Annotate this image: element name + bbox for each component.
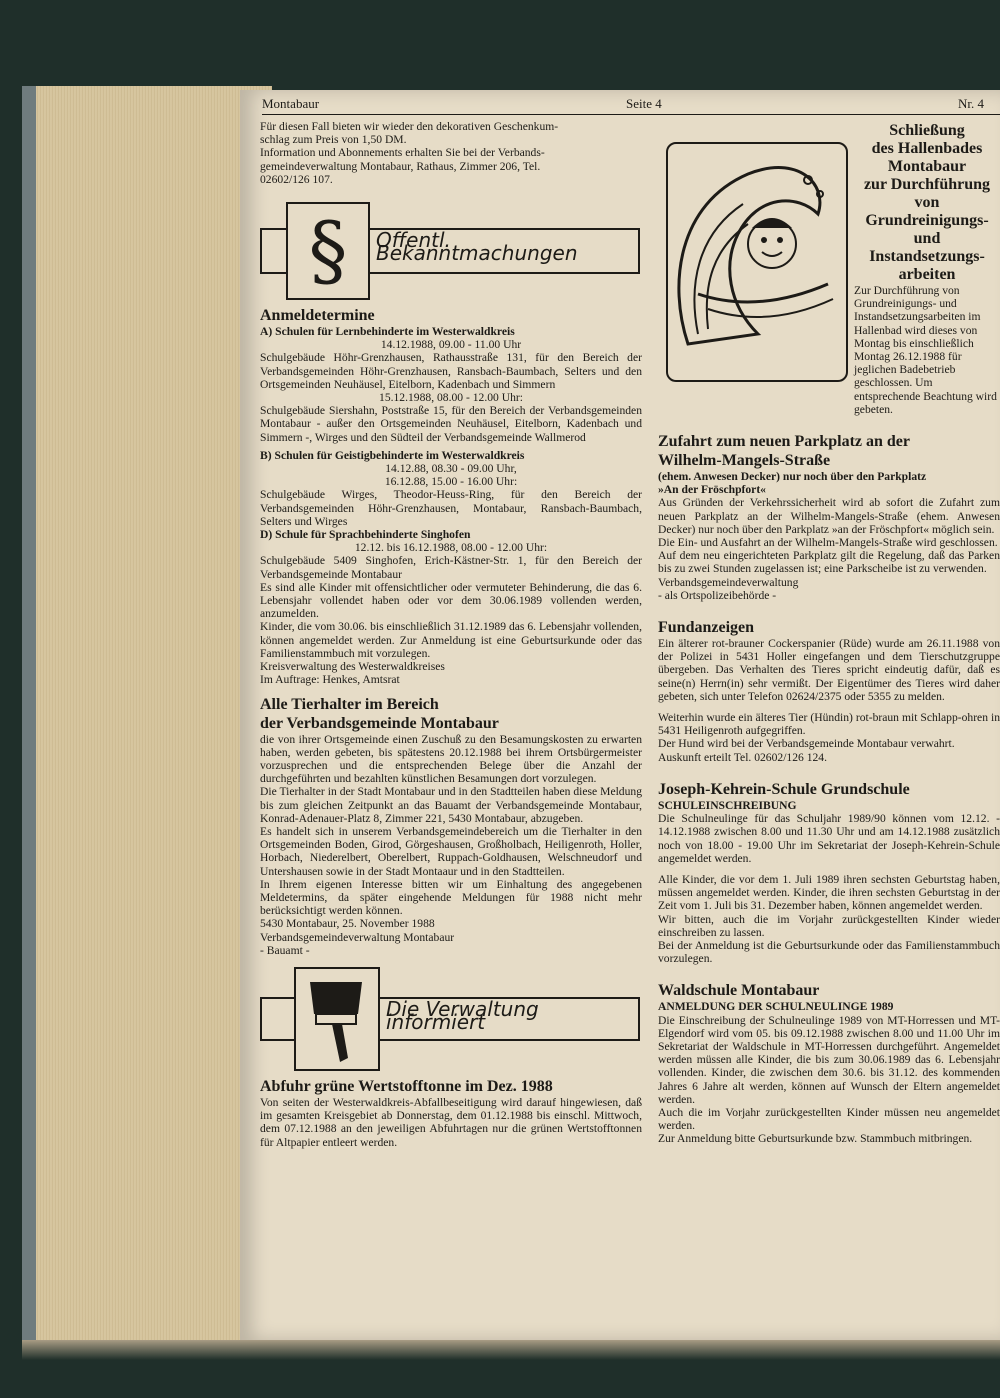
title-line: des Hallenbades [871, 140, 983, 157]
fund-paragraph: Ein älterer rot-brauner Cockerspanier (Rüde) wurde am 26.11.1988 von der Polizei in 5431 Holler eingefangen und dem Tierschutzgruppe übergeben. Das Verhalten des Tieres spricht eindeutig dafür, daß es seine(n) Herrn(in) sehr vermißt. Der Eigentümer des Tieres wird daher gebeten, sich unter Telefon 02624/2375 oder 5355 zu melden. [658, 637, 1000, 703]
book-page-edges [22, 86, 272, 1348]
header-rule [262, 114, 1000, 115]
hallenbad-text: Zur Durchführung von Grundreinigungs- und Instandsetzungsarbeiten im Hallenbad wird dieses von Montag bis einschließlich Montag 26.12.1988 für jeglichen Badebetrieb geschlossen. Um entsprechende Beachtung wird gebeten. [854, 284, 997, 416]
right-column [658, 120, 1000, 1146]
title-line: Montabaur [887, 158, 967, 175]
section-b-date1: 14.12.88, 08.30 - 09.00 Uhr, [385, 462, 517, 476]
waldschule-paragraph: Zur Anmeldung bitte Geburtsurkunde bzw. Stammbuch mitbringen. [658, 1132, 973, 1146]
parkplatz-paragraph: Aus Gründen der Verkehrssicherheit wird ab sofort die Zufahrt zum neuen Parkplatz an der Wilhelm-Mangels-Straße (ehem. Anwesen Decker) nur noch über den Parkplatz »an der Fröschpfort« möglich sein. [658, 496, 1000, 536]
tierhalter-paragraph: In Ihrem eigenen Interesse bitten wir um Einhaltung des angegebenen Meldetermins, da später eingehende Meldungen für 1988 nicht mehr berücksichtigt werden können. [260, 877, 642, 918]
tierhalter-paragraph: die von ihrer Ortsgemeinde einen Zuschuß zu den Besamungskosten zu erwarten haben, werden gebeten, bis spätestens 20.12.1988 bei ihrem Ortsbürgermeister vorzusprechen und die entsprechenden Belege über die Anzahl der durchgeführten und bezahlten künstlichen Besamungen dort vorzulegen. [260, 732, 642, 786]
signature-line: Kreisverwaltung des Westerwaldkreises [260, 660, 445, 674]
tierhalter-paragraph: Die Tierhalter in der Stadt Montabaur und in den Stadtteilen haben diese Meldung bis zum gleichen Zeitpunkt an das Bauamt der Verbandsgemeinde Montabaur, Konrad-Adenauer-Platz 8, Zimmer 221, 5430 Montabaur, abzugeben. [260, 785, 642, 825]
signature-line: Verbandsgemeindeverwaltung Montabaur [260, 930, 455, 944]
title-line: und Instandsetzungs- [869, 230, 985, 265]
header-town: Montabaur [262, 96, 320, 111]
hallenbad-title [854, 122, 1000, 284]
section-a-date2: 15.12.1988, 08.00 - 12.00 Uhr: [379, 391, 523, 405]
signature-line: 5430 Montabaur, 25. November 1988 [260, 917, 435, 931]
signature-line: Im Auftrage: Henkes, Amtsrat [260, 673, 400, 687]
banner-official-announcements [260, 202, 642, 300]
kehrein-paragraph: Bei der Anmeldung ist die Geburtsurkunde oder das Familienstammbuch vorzulegen. [658, 938, 1000, 966]
banner-administration-informs [260, 967, 642, 1071]
section-a-text1: Schulgebäude Höhr-Grenzhausen, Rathausstraße 131, für den Bereich der Verbandsgemeinden Höhr-Grenzhausen, Ransbach-Baumbach, Selters und den Ortsgemeinden Neuhäusel, Eitelborn, Kadenbach und Simmern [260, 351, 642, 391]
section-a-text2: Schulgebäude Siershahn, Poststraße 15, für den Bereich der Verbandsgemeinden Montabaur - außer den Ortsgemeinden Neuhäusel, Eitelborn, Kadenbach und Simmern -, Wirges und den Südteil der Verbandsgemeinde Wallmerod [260, 404, 642, 444]
intro-line: schlag zum Preis von 1,50 DM. [260, 133, 407, 147]
paintbrush-icon [294, 967, 380, 1071]
tierhalter-paragraph: Es handelt sich in unserem Verbandsgemeindebereich um die Tierhalter in den Ortsgemeinden Boden, Girod, Görgeshausen, Großholbach, Heiligenroth, Holler, Horbach, Niederelbert, Oberelbert, Ruppach-Goldhausen, Welschneudorf und Untershausen sowie in der Stadt Montaaur und in den Stadtteilen. [260, 824, 642, 878]
fund-paragraph: Weiterhin wurde ein älteres Tier (Hündin) rot-braun mit Schlapp-ohren in 5431 Heiligenroth aufgegriffen. [658, 711, 1000, 738]
anmeldung-paragraph: Kinder, die vom 30.06. bis einschließlich 31.12.1989 das 6. Lebensjahr vollenden, können angemeldet werden. Zur Anmeldung ist eine Geburtsurkunde oder das Familienstammbuch mit vorzulegen. [260, 620, 642, 660]
abfuhr-text: Von seiten der Westerwaldkreis-Abfallbeseitigung wird darauf hingewiesen, daß im gesamten Kreisgebiet ab Donnerstag, dem 01.12.1988 bis einschl. Mittwoch, dem 07.12.1988 an den jeweiligen Abfuhrtagen nur die grünen Wertstofftonnen für Altpapier entleert werden. [260, 1095, 642, 1149]
tierhalter-title: der Verbandsgemeinde Montabaur [260, 714, 499, 732]
waldschule-title: Waldschule Montabaur [658, 982, 820, 1000]
title-line: Schließung [889, 122, 965, 139]
fundanzeigen-title: Fundanzeigen [658, 619, 755, 637]
title-line: von Grundreinigungs- [865, 194, 989, 229]
page-bottom-shadow [22, 1340, 1000, 1360]
hallenbad-notice [854, 120, 1000, 416]
banner-text: Die Verwaltung informiert [386, 996, 539, 1035]
banner-text: Öffentl. Bekanntmachungen [376, 228, 578, 266]
fund-paragraph: Auskunft erteilt Tel. 02602/126 124. [658, 750, 827, 764]
tierhalter-title: Alle Tierhalter im Bereich [260, 695, 439, 713]
intro-line: Für diesen Fall bieten wir wieder den dekorativen Geschenkum- [260, 120, 559, 133]
waldschule-subtitle: ANMELDUNG DER SCHULNEULINGE 1989 [658, 1000, 894, 1014]
fund-paragraph: Der Hund wird bei der Verbandsgemeinde Montabaur verwahrt. [658, 737, 955, 751]
abfuhr-title: Abfuhr grüne Wertstofftonne im Dez. 1988 [260, 1077, 553, 1095]
parkplatz-paragraph: Auf dem neu eingerichteten Parkplatz gilt die Regelung, daß das Parken bis zu zwei Stunden zugelassen ist; eine Parkscheibe ist zu verwenden. [658, 549, 1000, 576]
signature-line: Verbandsgemeindeverwaltung [658, 575, 799, 589]
waldschule-paragraph: Die Einschreibung der Schulneulinge 1989 von MT-Horressen und MT-Elgendorf wird vom 05. bis 09.12.1988 zwischen 8.00 und 11.00 Uhr im Sekretariat der Waldschule in MT-Horressen durchgeführt. Angemeldet werden müssen alle Kinder, die bis zum 30.06.1989 das 6. Lebensjahr vollenden. Kinder, die zwischen dem 30.6. bis 31.12. des kommenden Jahres 6 Jahre alt werden, können auf Wunsch der Eltern angemeldet werden. [658, 1013, 1000, 1106]
page-header [262, 96, 1000, 114]
parkplatz-title: Wilhelm-Mangels-Straße [658, 452, 831, 470]
header-page-number: Seite 4 [626, 96, 662, 111]
signature-line: - Bauamt - [260, 943, 310, 957]
title-line: zur Durchführung [863, 176, 991, 193]
left-column [260, 120, 642, 1149]
intro-line: 02602/126 107. [260, 172, 333, 186]
section-d-head: D) Schule für Sprachbehinderte Singhofen [260, 528, 471, 542]
hallenbad-illustration [666, 142, 848, 382]
title-line: arbeiten [898, 266, 956, 283]
parkplatz-paragraph: Die Ein- und Ausfahrt an der Wilhelm-Mangels-Straße wird geschlossen. [658, 536, 998, 550]
section-b-date2: 16.12.88, 15.00 - 16.00 Uhr: [384, 475, 518, 489]
anmeldetermine-title: Anmeldetermine [260, 307, 375, 325]
kehrein-subtitle: SCHULEINSCHREIBUNG [658, 798, 797, 812]
header-issue-number: Nr. 4 [958, 96, 984, 111]
anmeldung-paragraph: Es sind alle Kinder mit offensichtlicher oder vermuteter Behinderung, die das 6. Lebensjahr vollendet haben oder vor dem 30.06.1989 vollenden werden, anzumelden. [260, 580, 642, 621]
kehrein-paragraph: Wir bitten, auch die im Vorjahr zurückgestellten Kinder wieder einschreiben zu lassen. [658, 912, 1000, 939]
intro-line: Information und Abonnements erhalten Sie bei der Verbands- [260, 146, 545, 160]
parkplatz-subtitle: »An der Fröschpfort« [658, 483, 766, 497]
section-b-head: B) Schulen für Geistigbehinderte im Westerwaldkreis [260, 448, 525, 462]
section-d-date: 12.12. bis 16.12.1988, 08.00 - 12.00 Uhr: [354, 541, 548, 555]
section-a-head: A) Schulen für Lernbehinderte im Westerwaldkreis [260, 325, 515, 339]
waldschule-paragraph: Auch die im Vorjahr zurückgestellten Kinder müssen neu angemeldet werden. [658, 1105, 1000, 1133]
paragraph-symbol-icon: § [286, 202, 370, 300]
parkplatz-subtitle: (ehem. Anwesen Decker) nur noch über den Parkplatz [658, 470, 927, 484]
signature-line: - als Ortspolizeibehörde - [658, 588, 777, 602]
section-d-text: Schulgebäude 5409 Singhofen, Erich-Kästner-Str. 1, für den Bereich der Verbandsgemeinde Montabaur [260, 554, 642, 581]
intro-line: gemeindeverwaltung Montabaur, Rathaus, Zimmer 206, Tel. [260, 159, 541, 173]
kehrein-paragraph: Die Schulneulinge für das Schuljahr 1989/90 können vom 12.12. - 14.12.1988 zwischen 8.00 und 11.30 Uhr und am 14.12.1988 zusätzlich noch von 18.00 - 19.00 Uhr im Sekretariat der Joseph-Kehrein-Schule angemeldet werden. [658, 812, 1000, 865]
kehrein-paragraph: Alle Kinder, die vor dem 1. Juli 1989 ihren sechsten Geburtstag haben, müssen angemeldet werden. Kinder, die ihren sechsten Geburtstag in der Zeit vom 1. Juli bis 31. Dezember haben, können angemeldet werden. [658, 872, 1000, 913]
section-a-date1: 14.12.1988, 09.00 - 11.00 Uhr [380, 338, 522, 352]
kehrein-title: Joseph-Kehrein-Schule Grundschule [658, 780, 910, 798]
section-b-text: Schulgebäude Wirges, Theodor-Heuss-Ring, für den Bereich der Verbandsgemeinden Höhr-Grenzhausen, Montabaur, Ransbach-Baumbach, Selters und Wirges [260, 488, 642, 528]
parkplatz-title: Zufahrt zum neuen Parkplatz an der [658, 433, 910, 451]
